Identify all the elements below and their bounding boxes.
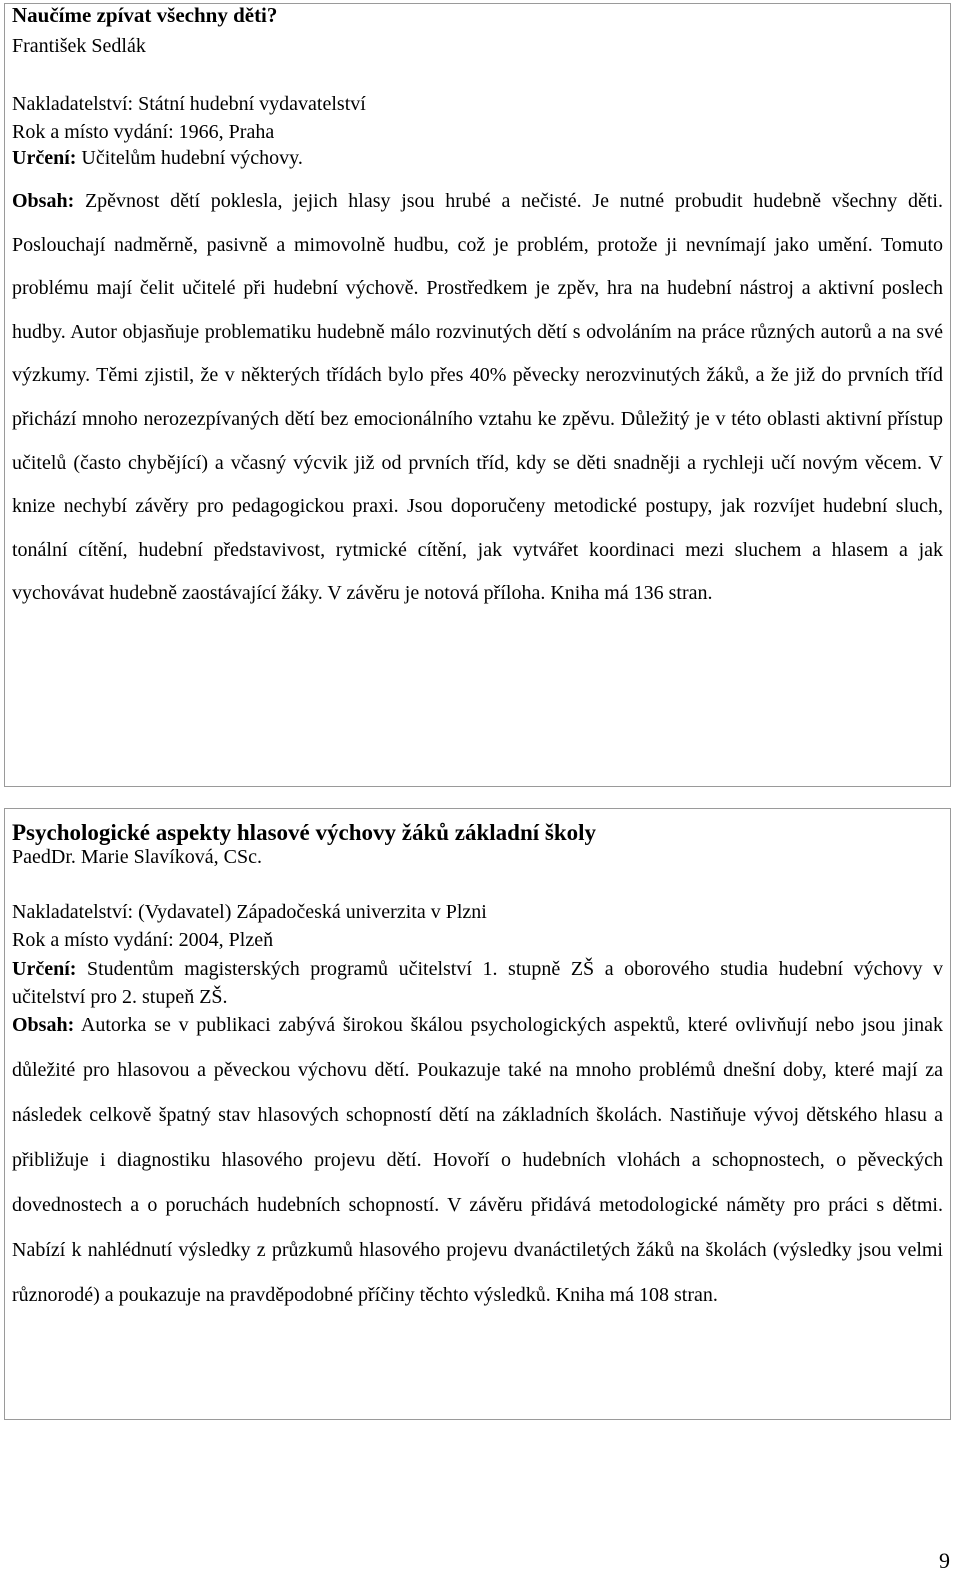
book-title: Naučíme zpívat všechny děti? [12,3,278,27]
content-label: Obsah: [12,1014,75,1036]
book-publisher: Nakladatelství: Státní hudební vydavatelství [12,93,366,115]
spacer [12,61,943,90]
book-year-place: Rok a místo vydání: 1966, Praha [12,121,275,143]
book-purpose [12,144,943,173]
content-label: Obsah: [12,190,75,212]
book-entry [4,808,951,1420]
book-entry [4,3,951,787]
book-publisher: Nakladatelství: (Vydavatel) Západočeská univerzita v Plzni [12,901,487,923]
purpose-label: Určení: [12,958,77,980]
content-text: Zpěvnost dětí poklesla, jejich hlasy jsou hrubé a nečisté. Je nutné probudit hudebně všechny děti. Poslouchají nadměrně, pasivně a mimovolně hudbu, což je problém, protože ji nevnímají jako umění. Tomuto problému mají čelit učitelé při hudební výchově. Prostředkem je zpěv, hra na hudební nástroj a aktivní poslech hudby. Autor objasňuje problematiku hudebně málo rozvinutých dětí s odvoláním na práce různých autorů a na své výzkumy. Těmi zjistil, že v některých třídách bylo přes 40% pěvecky nerozvinutých žáků, a že již do prvních tříd přichází mnoho nerozezpívaných dětí bez emocionálního vztahu ke zpěvu. Důležitý je v této oblasti aktivní přístup učitelů (často chybějící) a včasný výcvik již od prvních tříd, kdy se děti snadněji a rychleji učí novým věcem. V knize nechybí závěry pro pedagogickou praxi. Jsou doporučeny metodické postupy, jak rozvíjet hudební sluch, tonální cítění, hudební představivost, rytmické cítění, jak vytvářet koordinaci mezi sluchem a hlasem a jak vychovávat hudebně zaostávající žáky. V závěru je notová příloha. Kniha má 136 stran. [12,190,943,605]
purpose-label: Určení: [12,147,77,169]
purpose-text: Studentům magisterských programů učitelství 1. stupně ZŠ a oborového studia hudební výchovy v učitelství pro 2. stupeň ZŠ. [12,958,943,1008]
book-content [12,180,943,616]
book-author: PaedDr. Marie Slavíková, CSc. [12,846,262,868]
book-title: Psychologické aspekty hlasové výchovy žáků základní školy [12,820,597,845]
purpose-text: Učitelům hudební výchovy. [76,147,303,169]
page-number: 9 [939,1548,950,1573]
content-text: Autorka se v publikaci zabývá širokou škálou psychologických aspektů, které ovlivňují nebo jsou jinak důležité pro hlasovou a pěveckou výchovu dětí. Poukazuje také na mnoho problémů dnešní doby, které mají za následek celkově špatný stav hlasových schopností dětí na základních školách. Nastiňuje vývoj dětského hlasu a přibližuje i diagnostiku hlasového projevu dětí. Hovoří o hudebních vlohách a schopnostech, o pěveckých dovednostech a o poruchách hudebních schopností. V závěru přidává metodologické náměty pro práci s dětmi. Nabízí k nahlédnutí výsledky z průzkumů hlasového projevu dvanáctiletých žáků na školách (výsledky jsou velmi různorodé) a poukazuje na pravděpodobné příčiny těchto výsledků. Kniha má 108 stran. [12,1014,943,1306]
book-author: František Sedlák [12,35,146,57]
book-year-place: Rok a místo vydání: 2004, Plzeň [12,929,274,951]
book-content [12,1003,943,1318]
spacer [12,872,943,898]
